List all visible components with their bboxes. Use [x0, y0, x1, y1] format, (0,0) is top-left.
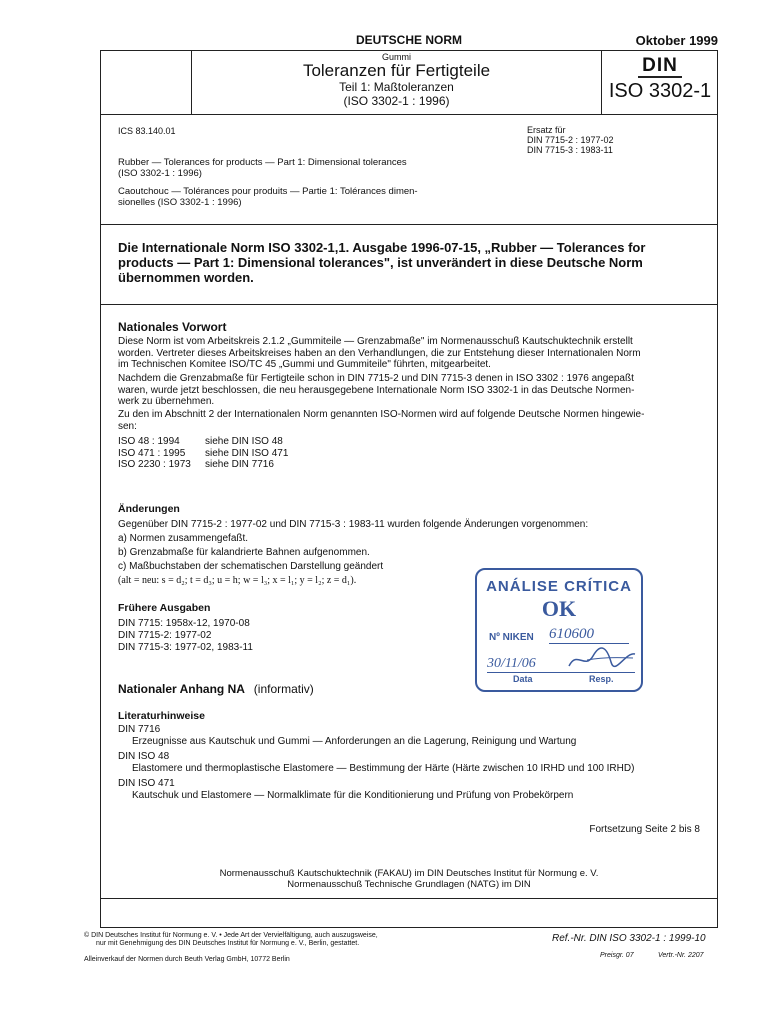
- din-ref: siehe DIN ISO 471: [205, 447, 289, 459]
- iso-ref: ISO 2230 : 1973: [118, 459, 191, 470]
- stamp-date: 30/11/06: [487, 656, 536, 671]
- english-title-line: (ISO 3302-1 : 1996): [118, 168, 202, 179]
- document-title: Toleranzen für Fertigteile: [302, 61, 491, 80]
- list-item: DIN 7715-3: 1977-02, 1983-11: [118, 642, 253, 653]
- price-group: Preisgr. 07: [600, 952, 634, 959]
- english-title-line: Rubber — Tolerances for products — Part 1: Dimensional tolerances: [118, 157, 407, 168]
- vorwort-paragraph-1: [118, 336, 708, 371]
- stamp-ok: OK: [541, 596, 577, 621]
- publisher-line: Normenausschuß Technische Grundlagen (NATG) im DIN: [287, 879, 531, 890]
- reference-number: Ref.-Nr. DIN ISO 3302-1 : 1999-10: [552, 933, 706, 944]
- text-line: Diese Norm ist vom Arbeitskreis 2.1.2 „Gummiteile — Grenzabmaße" im Normenausschuß Kautschuktechnik erstellt: [118, 336, 633, 347]
- divider: [100, 898, 718, 899]
- title-block-right: [602, 50, 718, 115]
- copyright-line: © DIN Deutsches Institut für Normung e. V. • Jede Art der Vervielfältigung, auch auszugsweise,: [84, 932, 378, 939]
- stamp-divider: [487, 672, 635, 673]
- statement-line: übernommen worden.: [118, 270, 254, 285]
- signature-icon: [567, 646, 637, 672]
- french-title-line: sionelles (ISO 3302-1 : 1996): [118, 197, 242, 208]
- ics-code: ICS 83.140.01: [118, 126, 176, 136]
- distribution-number: Vertr.-Nr. 2207: [658, 952, 704, 959]
- text-line: sen:: [118, 420, 137, 432]
- distribution-note: Alleinverkauf der Normen durch Beuth Verlag GmbH, 10772 Berlin: [84, 956, 290, 963]
- vorwort-paragraph-2: [118, 373, 708, 408]
- copyright-line: nur mit Genehmigung des DIN Deutsches Institut für Normung e. V., Berlin, gestattet.: [96, 940, 360, 947]
- document-part: Teil 1: Maßtoleranzen: [339, 80, 454, 94]
- reference-row: [118, 459, 418, 471]
- literature-text: Erzeugnisse aus Kautschuk und Gummi — Anforderungen an die Lagerung, Reinigung und Wartung: [132, 736, 577, 747]
- list-item: DIN 7715-2: 1977-02: [118, 630, 212, 641]
- statement-line: Die Internationale Norm ISO 3302-1,1. Ausgabe 1996-07-15, „Rubber — Tolerances for: [118, 240, 646, 255]
- section-heading-literatur: Literaturhinweise: [118, 710, 205, 722]
- reference-row: [118, 436, 418, 448]
- din-ref: siehe DIN ISO 48: [205, 436, 283, 447]
- title-block-left: [100, 50, 192, 115]
- stamp-resp-label: Resp.: [589, 674, 614, 684]
- list-item: c) Maßbuchstaben der schematischen Darstellung geändert: [118, 561, 384, 572]
- iso-ref: ISO 48 : 1994: [118, 436, 180, 447]
- standard-number: ISO 3302-1: [608, 80, 712, 102]
- replaces-item: DIN 7715-2 : 1977-02: [527, 135, 614, 145]
- divider: [100, 304, 718, 305]
- text-line: werk zu übernehmen.: [118, 396, 215, 407]
- text-line: Zu den im Abschnitt 2 der Internationalen Norm genannten ISO-Normen wird auf folgende Deutsche Normen hingewie-: [118, 409, 645, 420]
- section-heading-anhang: [118, 682, 314, 696]
- anhang-title: Nationaler Anhang NA: [118, 682, 245, 696]
- stamp-number-value: 610600: [549, 626, 629, 644]
- literature-text: Kautschuk und Elastomere — Normalklimate für die Konditionierung und Prüfung von Probekörpern: [132, 790, 574, 801]
- reference-table: [118, 436, 418, 471]
- literature-list: [118, 724, 708, 802]
- norm-label: DEUTSCHE NORM: [355, 33, 462, 47]
- section-heading-vorwort: Nationales Vorwort: [118, 320, 227, 334]
- continuation-note: Fortsetzung Seite 2 bis 8: [589, 824, 700, 835]
- literature-code: DIN ISO 48: [118, 751, 170, 762]
- issue-date: Oktober 1999: [635, 33, 718, 48]
- copyright-note: [84, 932, 378, 948]
- title-block: [100, 50, 718, 115]
- replaces-block: [527, 125, 614, 155]
- stamp-title: ANÁLISE CRÍTICA: [486, 578, 632, 595]
- divider: [100, 224, 718, 225]
- title-block-center: [192, 50, 602, 115]
- text-line: worden. Vertreter dieses Arbeitskreises haben an den Verhandlungen, die zur Entstehung dieser Internationalen Norm: [118, 347, 641, 359]
- replaces-label: Ersatz für: [527, 125, 566, 135]
- section-heading-aenderungen: Änderungen: [118, 503, 180, 515]
- literature-code: DIN ISO 471: [118, 778, 175, 789]
- document-header: [100, 33, 718, 50]
- anhang-informative: (informativ): [253, 682, 314, 696]
- list-item: DIN 7715: 1958x-12, 1970-08: [118, 618, 250, 629]
- statement-line: products — Part 1: Dimensional tolerances", ist unverändert in diese Deutsche Norm: [118, 255, 643, 270]
- reference-row: [118, 448, 418, 460]
- document-iso-ref: (ISO 3302-1 : 1996): [343, 94, 450, 108]
- english-title: [118, 157, 407, 179]
- text-line: Gegenüber DIN 7715-2 : 1977-02 und DIN 7715-3 : 1983-11 wurden folgende Änderungen vorgenommen:: [118, 519, 589, 530]
- text-line: waren, wurde jetzt beschlossen, die neu herausgegebene Internationale Norm ISO 3302-1 in das Deutsche Normen-: [118, 384, 635, 396]
- text-line: im Technischen Komitee ISO/TC 45 „Gummi und Gummiteile" führten, mitgearbeitet.: [118, 359, 491, 370]
- title-category: Gummi: [382, 52, 411, 62]
- list-item: (alt = neu: s = d₂; t = d₃; u = h; w = l₃; x = l₁; y = l₂; z = d₁).: [118, 575, 357, 586]
- replaces-item: DIN 7715-3 : 1983-11: [527, 145, 613, 155]
- adoption-statement: [118, 240, 678, 285]
- list-item: b) Grenzabmaße für kalandrierte Bahnen aufgenommen.: [118, 547, 370, 558]
- publisher-block: [100, 868, 718, 890]
- section-heading-fruehere: Frühere Ausgaben: [118, 602, 211, 614]
- french-title-line: Caoutchouc — Tolérances pour produits — Partie 1: Tolérances dimen-: [118, 186, 418, 197]
- literature-text: Elastomere und thermoplastische Elastomere — Bestimmung der Härte (Härte zwischen 10 IRHD und 100 IRHD): [132, 763, 635, 774]
- din-ref: siehe DIN 7716: [205, 459, 274, 470]
- review-stamp: [475, 568, 643, 692]
- fruehere-list: [118, 618, 418, 654]
- text-line: Nachdem die Grenzabmaße für Fertigteile schon in DIN 7715-2 und DIN 7715-3 denen in ISO 3302 : 1976 angepaßt: [118, 373, 634, 384]
- iso-ref: ISO 471 : 1995: [118, 447, 186, 459]
- publisher-line: Normenausschuß Kautschuktechnik (FAKAU) im DIN Deutsches Institut für Normung e. V.: [219, 868, 599, 879]
- stamp-data-label: Data: [513, 674, 533, 684]
- stamp-number-label: Nº NIKEN: [489, 632, 534, 643]
- din-logo: DIN: [638, 56, 682, 78]
- french-title: [118, 186, 418, 208]
- vorwort-paragraph-3: [118, 409, 708, 432]
- literature-code: DIN 7716: [118, 724, 161, 735]
- list-item: a) Normen zusammengefaßt.: [118, 533, 249, 544]
